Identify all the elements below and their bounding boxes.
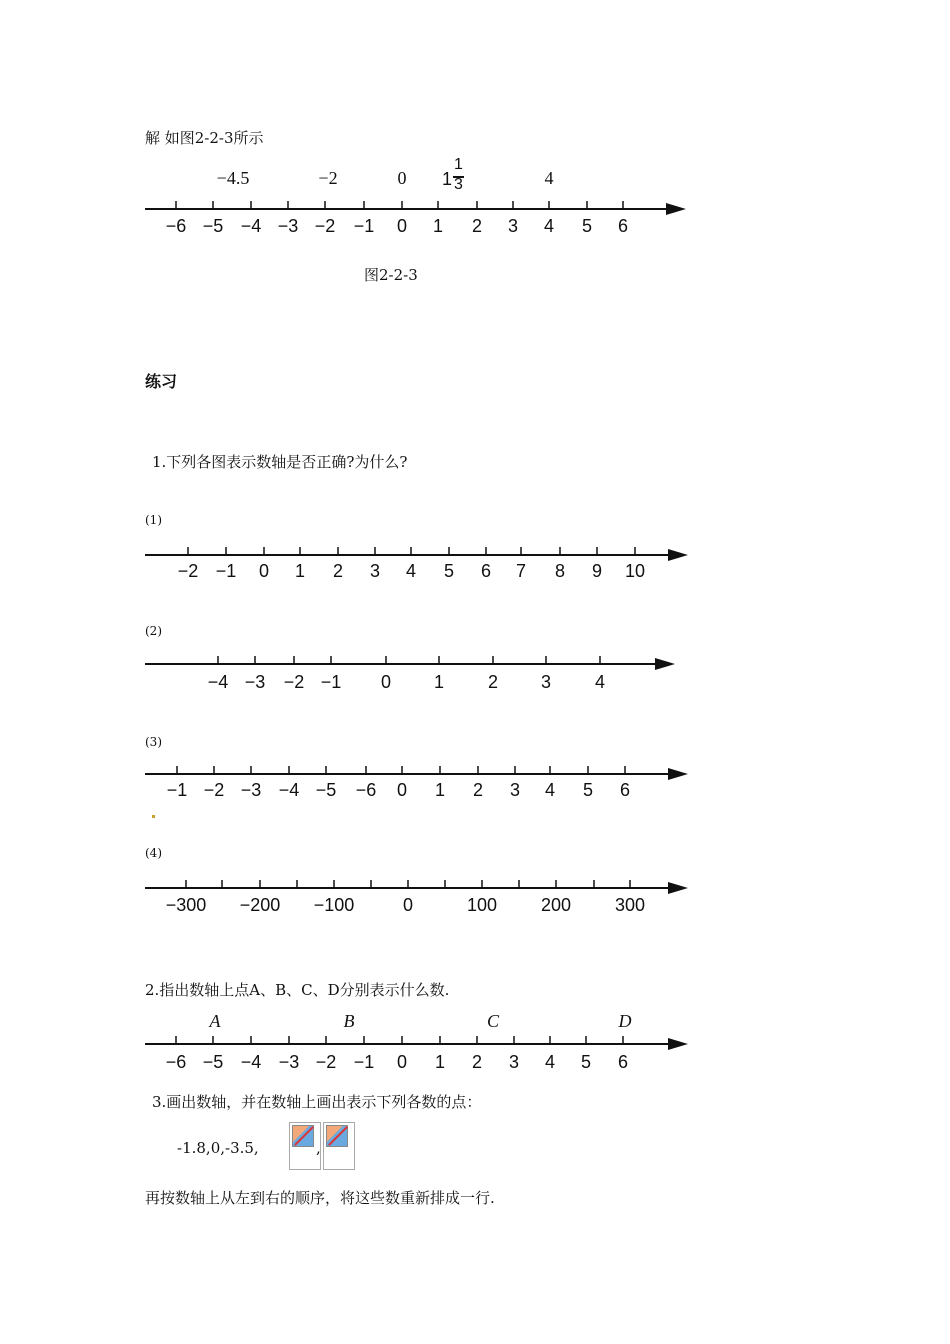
tick-label: 1: [434, 780, 446, 800]
point-a: A: [209, 1011, 221, 1031]
tick-label: 0: [396, 1052, 408, 1072]
tick-label: −3: [244, 672, 266, 692]
tick-label: 3: [507, 216, 519, 236]
sub-label-1: (1): [145, 513, 162, 527]
tick-label: 0: [380, 672, 392, 692]
tick-label: 4: [405, 561, 417, 581]
tick-label: −3: [277, 216, 299, 236]
tick-label: −1: [353, 216, 375, 236]
tick-label: 3: [540, 672, 552, 692]
exercise-heading: 练习: [145, 372, 178, 391]
solution-caption: 解 如图2-2-3所示: [145, 129, 264, 147]
tick-label: 5: [580, 1052, 592, 1072]
tick-label: 4: [543, 216, 555, 236]
tick-label: −2: [177, 561, 199, 581]
value-separator: ,: [316, 1139, 321, 1157]
tick-label: −3: [240, 780, 262, 800]
axis-4: [145, 880, 688, 894]
tick-label: −1: [166, 780, 188, 800]
tick-label: 0: [258, 561, 270, 581]
tick-label: 3: [509, 780, 521, 800]
question-2: 2.指出数轴上点A、B、C、D分别表示什么数.: [145, 981, 450, 999]
tick-label: 2: [332, 561, 344, 581]
tick-label: 0: [396, 216, 408, 236]
sub-label-4: (4): [145, 846, 162, 860]
tick-label: −1: [320, 672, 342, 692]
tick-label: −2: [315, 1052, 337, 1072]
tick-label: −4: [278, 780, 300, 800]
tick-label: −4: [207, 672, 229, 692]
tick-label: 1: [294, 561, 306, 581]
sub-label-3: (3): [145, 735, 162, 749]
tick-label: 300: [614, 895, 646, 915]
axis-5: [145, 1036, 688, 1050]
tick-label: 3: [508, 1052, 520, 1072]
tick-label: −2: [283, 672, 305, 692]
tick-label: 5: [581, 216, 593, 236]
tick-label: 3: [369, 561, 381, 581]
broken-image-icon: [323, 1122, 355, 1170]
axis-solution: [145, 201, 686, 215]
mixed-whole: 1: [442, 169, 453, 189]
tick-label: 100: [466, 895, 498, 915]
label-neg-2: −2: [318, 168, 338, 188]
tick-label: −300: [165, 895, 207, 915]
tick-label: −6: [165, 216, 187, 236]
tick-label: −100: [313, 895, 355, 915]
mixed-numerator: 1: [454, 156, 463, 173]
tick-label: −2: [203, 780, 225, 800]
question-1: 1.下列各图表示数轴是否正确?为什么?: [152, 453, 408, 471]
tick-label: 8: [554, 561, 566, 581]
tick-label: 1: [432, 216, 444, 236]
tick-label: −200: [239, 895, 281, 915]
mixed-denominator: 3: [454, 176, 463, 193]
tick-label: 2: [487, 672, 499, 692]
tick-label: 10: [624, 561, 646, 581]
tick-label: −2: [314, 216, 336, 236]
tick-label: 6: [617, 216, 629, 236]
tick-label: −5: [202, 1052, 224, 1072]
label-0: 0: [397, 168, 407, 188]
tick-label: 6: [619, 780, 631, 800]
tick-label: 2: [471, 216, 483, 236]
tick-label: −1: [215, 561, 237, 581]
axis-2: [145, 656, 675, 670]
sub-label-2: (2): [145, 624, 162, 638]
tick-label: 6: [480, 561, 492, 581]
tick-label: 4: [544, 1052, 556, 1072]
tick-label: 0: [396, 780, 408, 800]
axis-1: [145, 547, 688, 561]
point-b: B: [343, 1011, 355, 1031]
tick-label: 2: [471, 1052, 483, 1072]
point-c: C: [486, 1011, 500, 1031]
question-3-values: -1.8,0,-3.5,: [177, 1139, 259, 1157]
label-neg-4-5: −4.5: [216, 168, 250, 188]
tick-label: 2: [472, 780, 484, 800]
tick-label: −5: [315, 780, 337, 800]
tick-label: 6: [617, 1052, 629, 1072]
tick-label: 5: [443, 561, 455, 581]
label-4: 4: [544, 168, 554, 188]
question-3: 3.画出数轴，并在数轴上画出表示下列各数的点：: [152, 1093, 482, 1111]
tick-label: 4: [544, 780, 556, 800]
figure-caption: 图2-2-3: [364, 266, 418, 284]
tick-label: 9: [591, 561, 603, 581]
point-d: D: [618, 1011, 632, 1031]
tick-label: −4: [240, 216, 262, 236]
question-3-instruction: 再按数轴上从左到右的顺序，将这些数重新排成一行.: [145, 1189, 495, 1207]
tick-label: −6: [355, 780, 377, 800]
tick-label: 7: [515, 561, 527, 581]
stray-dot: [152, 815, 155, 818]
tick-label: −3: [278, 1052, 300, 1072]
tick-label: 1: [433, 672, 445, 692]
tick-label: −4: [240, 1052, 262, 1072]
tick-label: −6: [165, 1052, 187, 1072]
tick-label: 1: [434, 1052, 446, 1072]
tick-label: 200: [540, 895, 572, 915]
tick-label: 0: [402, 895, 414, 915]
tick-label: −1: [353, 1052, 375, 1072]
tick-label: −5: [202, 216, 224, 236]
axis-3: [145, 766, 688, 780]
tick-label: 4: [594, 672, 606, 692]
tick-label: 5: [582, 780, 594, 800]
